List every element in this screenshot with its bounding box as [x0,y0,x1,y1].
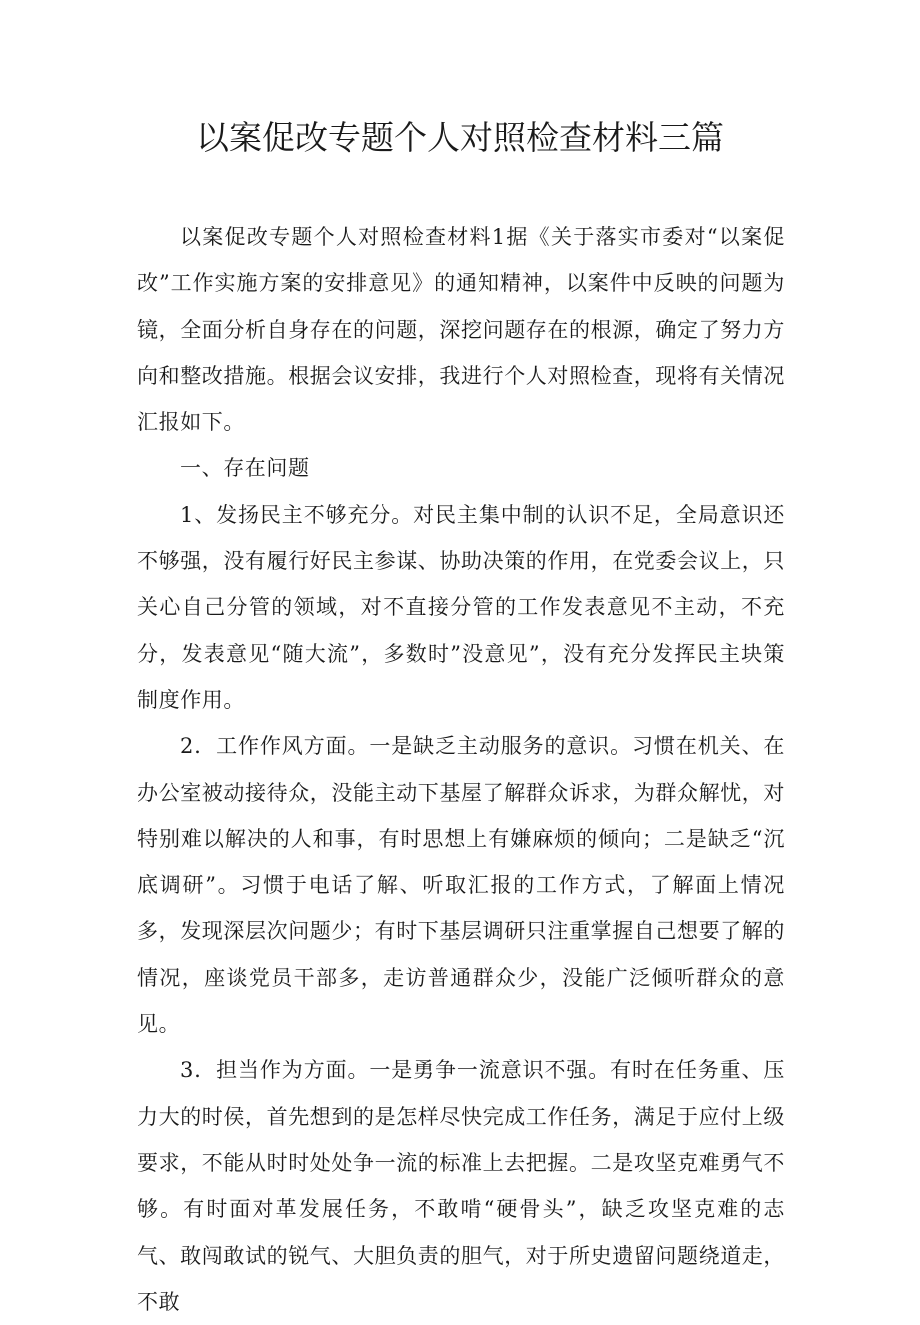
intro-paragraph: 以案促改专题个人对照检查材料1据《关于落实市委对“以案促改”工作实施方案的安排意见》的通知精神，以案件中反映的问题为镜，全面分析自身存在的问题，深挖问题存在的根源，确定了努力方向和整改措施。根据会议安排，我进行个人对照检查，现将有关情况汇报如下。 [137,225,785,435]
document-title: 以案促改专题个人对照检查材料三篇 [196,118,724,157]
problem-item-2: 2．工作作风方面。一是缺乏主动服务的意识。习惯在机关、在办公室被动接待众，没能主动下基屋了解群众诉求，为群众解忧，对特别难以解决的人和事，有时思想上有嫌麻烦的倾向；二是缺乏“沉底调研”。习惯于电话了解、听取汇报的工作方式，了解面上情况多，发现深层次问题少；有时下基层调研只注重掌握自己想要了解的情况，座谈党员干部多，走访普通群众少，没能广泛倾听群众的意见。 [137,734,785,1037]
problem-item-3: 3．担当作为方面。一是勇争一流意识不强。有时在任务重、压力大的时侯，首先想到的是怎样尽快完成工作任务，满足于应付上级要求，不能从时时处处争一流的标准上去把握。二是攻坚克难勇气不够。有时面对革发展任务，不敢啃“硬骨头”，缺乏攻坚克难的志气、敢闯敢试的锐气、大胆负责的胆气，对于所史遗留问题绕道走，不敢 [137,1058,785,1314]
section-heading-problems: 一、存在问题 [180,456,310,481]
document-body [137,214,785,1325]
problem-item-1: 1、发扬民主不够充分。对民主集中制的认识不足，全局意识还不够强，没有履行好民主参谋、协助决策的作用，在党委会议上，只关心自己分管的领域，对不直接分管的工作发表意见不主动，不充分，发表意见“随大流”，多数时”没意见”，没有充分发挥民主块策制度作用。 [137,502,785,712]
